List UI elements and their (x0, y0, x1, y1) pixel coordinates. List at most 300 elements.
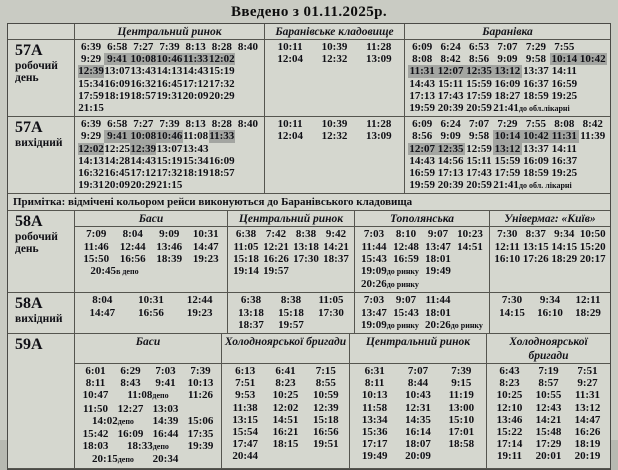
time-value: 15:59 (466, 77, 492, 90)
time-value: 17:12 (182, 77, 209, 90)
time-value: 12:43 (535, 401, 562, 414)
time-value: 20:59 (466, 179, 492, 192)
times-cell (487, 364, 610, 469)
time-value-highlighted: 11:31 (409, 65, 435, 78)
time-value: 16:37 (523, 77, 549, 90)
times-line (78, 167, 261, 179)
time-value: 12:27 (117, 402, 144, 415)
time-value: 12:44 (186, 294, 213, 307)
times-line (78, 130, 261, 142)
time-value: 8:40 (237, 118, 258, 131)
time-value: 10:13 (361, 389, 388, 402)
time-value: 19:23 (186, 306, 213, 319)
times-line (358, 265, 486, 278)
times-cell (228, 293, 355, 334)
time-value: 15:36 (361, 426, 388, 439)
time-value: 12:39 (312, 401, 339, 414)
time-value: 15:18 (233, 252, 259, 265)
time-value: 6:39 (80, 118, 102, 131)
time-suffix-label: до ринку (386, 280, 419, 290)
times-line (231, 241, 351, 253)
time-value: 12:31 (405, 401, 431, 414)
column-header: Баси (75, 211, 228, 227)
time-value: 12:44 (119, 240, 146, 253)
time-value: 18:19 (104, 89, 131, 102)
time-value: 8:44 (407, 377, 429, 390)
column-header: Холодноярської бригади (487, 334, 610, 364)
time-value-highlighted: 12:39 (78, 65, 104, 78)
time-value: 16:45 (104, 167, 131, 180)
time-value: 10:59 (312, 389, 339, 402)
times-cell (75, 117, 265, 194)
time-value: 12:32 (321, 130, 348, 143)
time-value: 18:59 (523, 89, 549, 102)
times-line (493, 241, 607, 253)
time-value: 16:32 (78, 167, 104, 180)
time-value: 19:49 (361, 450, 388, 463)
times-line (78, 53, 261, 65)
time-value: 11:26 (187, 389, 214, 402)
timetable-table (7, 23, 611, 470)
time-value: 16:37 (551, 154, 578, 167)
times-cell (75, 364, 222, 469)
time-value: 13:43 (182, 142, 209, 155)
time-value: 13:37 (523, 142, 549, 155)
time-value: 20:19 (574, 450, 601, 463)
time-suffix-label: до ринку (386, 267, 419, 277)
time-value: 14:43 (409, 154, 436, 167)
time-value: 20:09 (405, 450, 431, 463)
times-line (225, 402, 346, 414)
time-value: 9:09 (440, 130, 461, 143)
time-value: 18:37 (238, 318, 264, 331)
time-value: 16:14 (405, 426, 431, 439)
column-header: Баси (75, 334, 222, 364)
time-value: 7:55 (554, 41, 575, 53)
time-value: 20:29 (208, 89, 235, 102)
times-line (358, 307, 486, 319)
time-value: 17:30 (318, 306, 344, 319)
time-value-highlighted: 9:41 (104, 53, 130, 65)
time-value: 17:32 (156, 167, 183, 180)
page-title: Введено з 01.11.2025р. (230, 4, 388, 20)
time-value: 12:21 (263, 240, 289, 253)
time-value: 17:26 (522, 252, 549, 265)
time-value: 17:01 (448, 426, 475, 439)
times-line (78, 428, 218, 440)
time-value: 8:08 (554, 118, 575, 131)
time-value: 13:15 (522, 240, 549, 253)
time-value: 18:19 (182, 167, 209, 180)
time-value: 10:25 (496, 389, 523, 402)
time-value: 13:43 (130, 65, 157, 78)
time-value: 21:41до обл. лікарні (493, 179, 572, 192)
times-line (78, 78, 261, 90)
time-value: 13:46 (156, 240, 183, 253)
time-value: 8:23 (499, 377, 520, 390)
time-value: 16:26 (263, 252, 289, 265)
time-value: 18:39 (156, 252, 183, 265)
time-value: 19:59 (409, 179, 436, 192)
time-value-highlighted: 10:42 (579, 53, 606, 66)
time-value: 15:34 (78, 77, 104, 90)
time-value: 20:09 (182, 89, 209, 102)
times-line (408, 118, 607, 130)
time-value-highlighted: 12:39 (130, 142, 157, 155)
time-value: 6:38 (240, 294, 262, 307)
time-suffix-label: до ринку (386, 320, 419, 330)
time-value: 11:58 (362, 401, 388, 414)
time-value: 7:39 (451, 365, 472, 378)
time-value: 15:19 (208, 65, 235, 78)
time-value: 6:31 (364, 365, 385, 378)
time-value: 6:01 (85, 365, 106, 378)
time-value-highlighted: 13:12 (494, 142, 521, 155)
time-value: 8:10 (395, 228, 417, 241)
times-line (493, 294, 607, 306)
time-value: 15:18 (278, 306, 304, 319)
time-value: 18:57 (208, 167, 235, 180)
times-cell (490, 293, 610, 334)
time-value: 9:07 (427, 228, 449, 241)
times-line (78, 294, 224, 306)
time-value: 6:24 (440, 118, 461, 131)
time-value: 20:34 (152, 453, 179, 466)
times-line (78, 253, 224, 265)
time-value: 20:01 (535, 450, 562, 463)
time-value: 8:56 (412, 130, 433, 143)
time-value: 19:59 (409, 102, 436, 115)
time-value: 13:12 (574, 401, 601, 414)
column-header: Баранівка (405, 24, 610, 40)
time-value: 18:57 (130, 89, 157, 102)
time-value: 6:09 (412, 118, 433, 131)
times-line (490, 426, 607, 438)
times-line (225, 414, 346, 426)
time-value: 18:07 (405, 438, 431, 451)
times-cell (350, 364, 487, 469)
time-value: 14:47 (192, 240, 219, 253)
time-value: 11:50 (82, 402, 109, 415)
time-suffix-label: в депо (116, 267, 139, 277)
time-value: 13:07 (104, 65, 131, 78)
route-number: 58А (15, 213, 43, 231)
time-suffix-label: до ринку (450, 320, 483, 330)
time-suffix-label: депо (117, 455, 134, 465)
times-cell (355, 227, 490, 293)
times-line (78, 179, 261, 191)
time-value: 14:56 (437, 154, 464, 167)
times-line (225, 377, 346, 389)
time-value: 9:34 (554, 228, 575, 241)
time-value: 14:02депо (92, 414, 134, 427)
time-value: 16:56 (312, 426, 339, 439)
times-line (490, 389, 607, 401)
time-value: 14:11 (551, 65, 577, 78)
times-line (353, 377, 483, 389)
time-value: 13:18 (238, 306, 264, 319)
times-line (225, 438, 346, 450)
times-line (490, 365, 607, 377)
time-value-highlighted: 10:14 (551, 53, 578, 66)
time-value: 16:21 (272, 426, 299, 439)
time-value: 12:59 (466, 142, 492, 155)
times-line (358, 253, 486, 265)
time-value: 11:05 (318, 294, 344, 307)
time-value: 15:43 (393, 306, 419, 319)
time-value: 10:11 (277, 41, 303, 53)
times-line (78, 453, 218, 466)
times-line (493, 228, 607, 240)
time-value: 8:42 (582, 118, 603, 131)
times-line (408, 41, 607, 53)
time-value: 11:31 (574, 389, 601, 402)
time-value: 12:02 (272, 401, 299, 414)
time-value: 6:38 (235, 228, 257, 241)
times-line (358, 319, 486, 332)
time-value: 12:32 (321, 53, 348, 66)
time-value: 12:11 (494, 240, 520, 253)
time-value: 17:32 (208, 77, 235, 90)
times-line (408, 143, 607, 155)
times-line (490, 377, 607, 389)
time-value: 17:43 (437, 89, 464, 102)
times-line (78, 365, 218, 377)
time-value: 10:11 (277, 118, 303, 131)
time-value: 7:55 (525, 118, 546, 131)
time-value: 14:35 (405, 413, 431, 426)
time-value: 20:39 (437, 102, 464, 115)
time-value: 9:09 (159, 228, 180, 241)
times-line (231, 307, 351, 319)
times-line (353, 414, 483, 426)
time-value: 9:07 (395, 294, 417, 307)
time-value: 7:42 (265, 228, 287, 241)
time-value: 8:43 (120, 377, 141, 390)
times-line (78, 241, 224, 253)
time-value: 16:09 (104, 77, 131, 90)
time-suffix-label: депо (152, 391, 169, 401)
time-value: 12:04 (277, 130, 303, 143)
time-value: 19:31 (156, 89, 183, 102)
time-value: 13:09 (365, 53, 392, 66)
time-value: 16:44 (152, 428, 179, 441)
times-line (78, 228, 224, 240)
time-value: 14:28 (104, 154, 131, 167)
times-line (78, 155, 261, 167)
time-value: 10:31 (192, 228, 219, 241)
times-line (408, 90, 607, 102)
time-value: 9:15 (451, 377, 472, 390)
times-line (268, 130, 401, 142)
time-suffix-label: до обл. лікарні (518, 181, 572, 191)
service-type: робочий день (15, 231, 58, 256)
time-value: 18:29 (575, 306, 601, 319)
time-value: 10:47 (82, 389, 109, 402)
times-line (358, 228, 486, 240)
times-line (490, 402, 607, 414)
time-value: 16:26 (574, 426, 601, 439)
time-value-highlighted: 11:31 (551, 130, 577, 143)
time-value: 14:13 (156, 65, 183, 78)
time-value-highlighted: 11:33 (183, 53, 209, 66)
times-line (225, 389, 346, 401)
time-value: 17:47 (232, 438, 258, 451)
time-value: 7:07 (468, 118, 490, 131)
time-value: 18:01 (425, 252, 451, 265)
times-line (225, 426, 346, 438)
time-value: 14:21 (535, 413, 562, 426)
time-value: 20:45в депо (90, 265, 139, 278)
time-value: 9:58 (468, 130, 490, 143)
times-line (78, 389, 218, 402)
time-value: 19:25 (551, 89, 578, 102)
time-value: 15:48 (535, 426, 562, 439)
time-value: 16:10 (537, 306, 563, 319)
time-value: 19:31 (78, 179, 104, 192)
times-line (268, 118, 401, 130)
times-line (268, 41, 401, 53)
route-label (8, 293, 75, 334)
time-value-highlighted: 12:07 (437, 65, 464, 78)
time-value: 17:30 (293, 252, 319, 265)
time-value: 12:48 (393, 240, 419, 253)
time-value: 13:03 (152, 402, 179, 415)
time-value: 16:59 (551, 77, 578, 90)
time-value: 13:09 (365, 130, 392, 143)
time-value: 11:44 (361, 240, 387, 253)
times-line (353, 426, 483, 438)
time-value: 7:15 (315, 365, 336, 378)
time-value: 16:32 (130, 77, 157, 90)
times-cell (75, 227, 228, 293)
times-line (358, 294, 486, 306)
times-line (225, 365, 346, 377)
times-line (358, 278, 486, 291)
times-line (408, 130, 607, 142)
time-value: 7:51 (577, 365, 598, 378)
time-value: 17:59 (466, 89, 492, 102)
time-value: 10:55 (535, 389, 562, 402)
time-value-highlighted: 10:46 (156, 53, 183, 66)
time-value: 14:11 (551, 142, 577, 155)
time-value: 18:19 (574, 438, 601, 451)
time-value: 11:19 (448, 389, 474, 402)
time-value: 13:34 (361, 413, 388, 426)
time-value: 10:23 (457, 228, 483, 241)
times-line (78, 102, 261, 114)
times-line (231, 319, 351, 331)
times-line (231, 265, 351, 277)
section-57A (8, 24, 610, 194)
time-value: 20:44 (232, 450, 258, 463)
time-value: 13:18 (293, 240, 319, 253)
time-value: 14:43 (182, 65, 209, 78)
time-value: 18:01 (425, 306, 451, 319)
times-cell (75, 293, 228, 334)
time-value: 20:26до ринку (361, 278, 419, 291)
time-suffix-label: депо (117, 416, 134, 426)
time-value: 11:05 (233, 240, 259, 253)
time-value: 7:29 (525, 41, 546, 53)
time-value-highlighted: 11:33 (209, 130, 235, 143)
times-line (78, 307, 224, 319)
times-cell (222, 364, 350, 469)
time-value-highlighted: 12:35 (437, 142, 464, 155)
time-value: 21:15 (156, 179, 183, 192)
time-value: 10:25 (272, 389, 299, 402)
time-value: 8:56 (468, 53, 490, 66)
time-value: 18:33депо (127, 440, 169, 453)
time-value: 7:03 (155, 365, 176, 378)
time-value: 20:09 (104, 179, 131, 192)
column-header: Холодноярської бригади (222, 334, 350, 364)
time-value: 14:43 (130, 154, 157, 167)
time-value: 11:44 (425, 294, 451, 307)
time-value: 20:26до ринку (425, 318, 483, 331)
times-line (490, 414, 607, 426)
time-value: 11:08депо (127, 389, 169, 402)
time-value: 15:50 (83, 252, 110, 265)
time-value-highlighted: 10:46 (156, 130, 183, 143)
time-value-highlighted: 12:02 (208, 53, 235, 66)
time-value: 16:59 (409, 167, 436, 180)
time-value: 6:53 (468, 41, 490, 53)
times-line (78, 265, 224, 278)
time-value: 15:42 (82, 428, 109, 441)
time-value: 15:54 (232, 426, 258, 439)
time-value: 7:27 (133, 118, 154, 131)
time-value: 16:45 (156, 77, 183, 90)
time-value: 9:29 (80, 130, 102, 143)
times-line (78, 415, 218, 428)
time-value: 15:10 (448, 413, 475, 426)
time-value: 16:09 (208, 154, 235, 167)
route-number: 59А (15, 336, 43, 354)
time-value: 19:39 (187, 440, 214, 453)
time-value: 16:09 (523, 154, 549, 167)
column-header: Тополянська (355, 211, 490, 227)
time-value: 14:51 (457, 240, 483, 253)
times-cell (355, 293, 490, 334)
time-value: 15:11 (466, 154, 492, 167)
time-value: 8:40 (237, 41, 258, 53)
times-cell (265, 40, 405, 117)
times-line (78, 118, 261, 130)
time-value-highlighted: 12:02 (78, 142, 104, 155)
time-value: 10:13 (187, 377, 214, 390)
times-line (353, 402, 483, 414)
times-line (490, 438, 607, 450)
time-value: 15:06 (187, 414, 214, 427)
time-value: 19:51 (312, 438, 339, 451)
time-value: 14:47 (89, 306, 116, 319)
time-value: 16:56 (138, 306, 164, 319)
times-line (231, 253, 351, 265)
route-label (8, 117, 75, 194)
time-value-highlighted: 12:07 (409, 142, 436, 155)
time-value: 11:39 (580, 130, 606, 143)
time-value: 7:39 (190, 365, 211, 378)
times-line (408, 102, 607, 115)
time-value: 19:23 (192, 252, 219, 265)
time-value: 8:11 (364, 377, 385, 390)
time-value: 7:51 (235, 377, 256, 390)
time-value: 11:28 (366, 41, 392, 53)
time-value: 21:41до обл.лікарні (493, 102, 570, 115)
times-line (231, 294, 351, 306)
time-value: 7:19 (538, 365, 559, 378)
